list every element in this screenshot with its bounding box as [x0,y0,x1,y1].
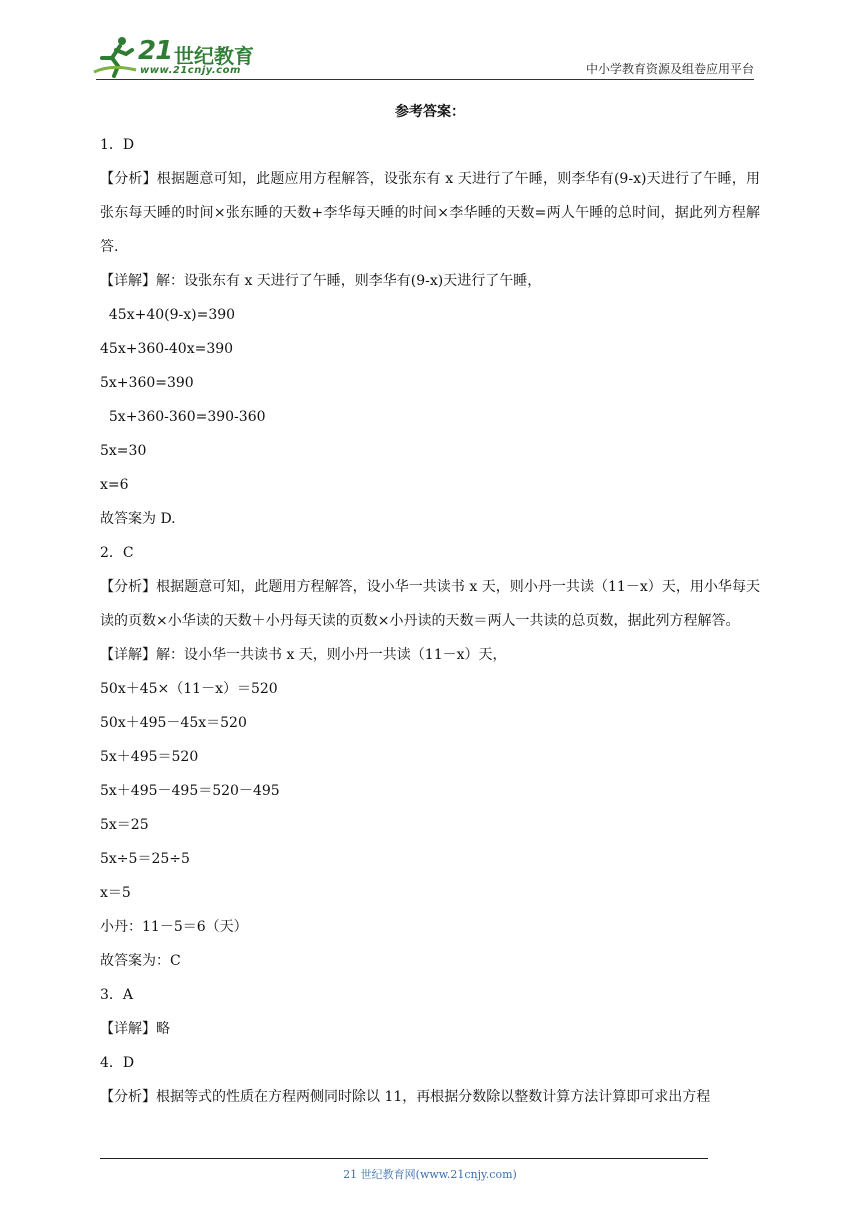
answer-line: 5x＝25 [100,817,149,833]
answer-line: 5x＋495＝520 [100,749,199,765]
answer-line: 4．D [100,1055,135,1071]
footer-divider [100,1158,708,1159]
analysis-paragraph: 【分析】根据题意可知，此题用方程解答，设小华一共读书 x 天，则小丹一共读（11－x）天，用小华每天读的页数×小华读的天数＋小丹每天读的页数×小丹读的天数＝两人一共读的总页数，据此列方程解答。 [100,579,760,629]
answer-line: 5x=30 [100,443,147,459]
logo [92,34,262,80]
footer-text: 21 世纪教育网(www.21cnjy.com) [343,1168,517,1181]
answer-line: 50x＋495－45x＝520 [100,715,247,731]
answer-line: 5x÷5＝25÷5 [100,851,190,867]
answer-line: 5x+360=390 [100,375,194,391]
answer-line: 3．A [100,987,134,1003]
answer-line: x=6 [100,477,129,493]
analysis-paragraph: 【分析】根据等式的性质在方程两侧同时除以 11，再根据分数除以整数计算方法计算即可求出方程 [100,1089,711,1105]
answer-line: 小丹：11－5＝6（天） [100,919,248,935]
answer-line: 【详解】略 [100,1021,170,1037]
answer-line: 45x+360-40x=390 [100,341,234,357]
answer-lines [100,128,760,1114]
answer-line: 1．D [100,137,135,153]
logo-brand: 世纪教育 [174,44,254,68]
answer-line: 【详解】解：设张东有 x 天进行了午睡，则李华有(9-x)天进行了午睡， [100,273,542,289]
page-title: 参考答案： [395,104,465,120]
answer-line: 【详解】解：设小华一共读书 x 天，则小丹一共读（11－x）天， [100,647,507,663]
page-header [0,0,860,90]
answer-line: x＝5 [100,885,131,901]
analysis-paragraph: 【分析】根据题意可知，此题应用方程解答，设张东有 x 天进行了午睡，则李华有(9-x)天进行了午睡，用张东每天睡的时间×张东睡的天数+李华每天睡的时间×李华睡的天数=两人午睡的总时间，据此列方程解答. [100,171,760,255]
logo-site: www.21cnjy.com [140,65,241,76]
header-divider [96,79,754,80]
platform-label: 中小学教育资源及组卷应用平台 [585,62,754,76]
answer-line: 5x＋495－495＝520－495 [100,783,280,799]
answer-line: 5x+360-360=390-360 [100,409,266,425]
logo-digits: 21 [138,36,173,66]
answer-line: 50x＋45×（11－x）＝520 [100,681,278,697]
runner-icon [92,34,140,78]
answer-content [100,100,760,1114]
answer-line: 2．C [100,545,134,561]
answer-line: 故答案为：C [100,953,181,969]
answer-line: 故答案为 D. [100,511,176,527]
answer-line: 45x+40(9-x)=390 [100,307,236,323]
